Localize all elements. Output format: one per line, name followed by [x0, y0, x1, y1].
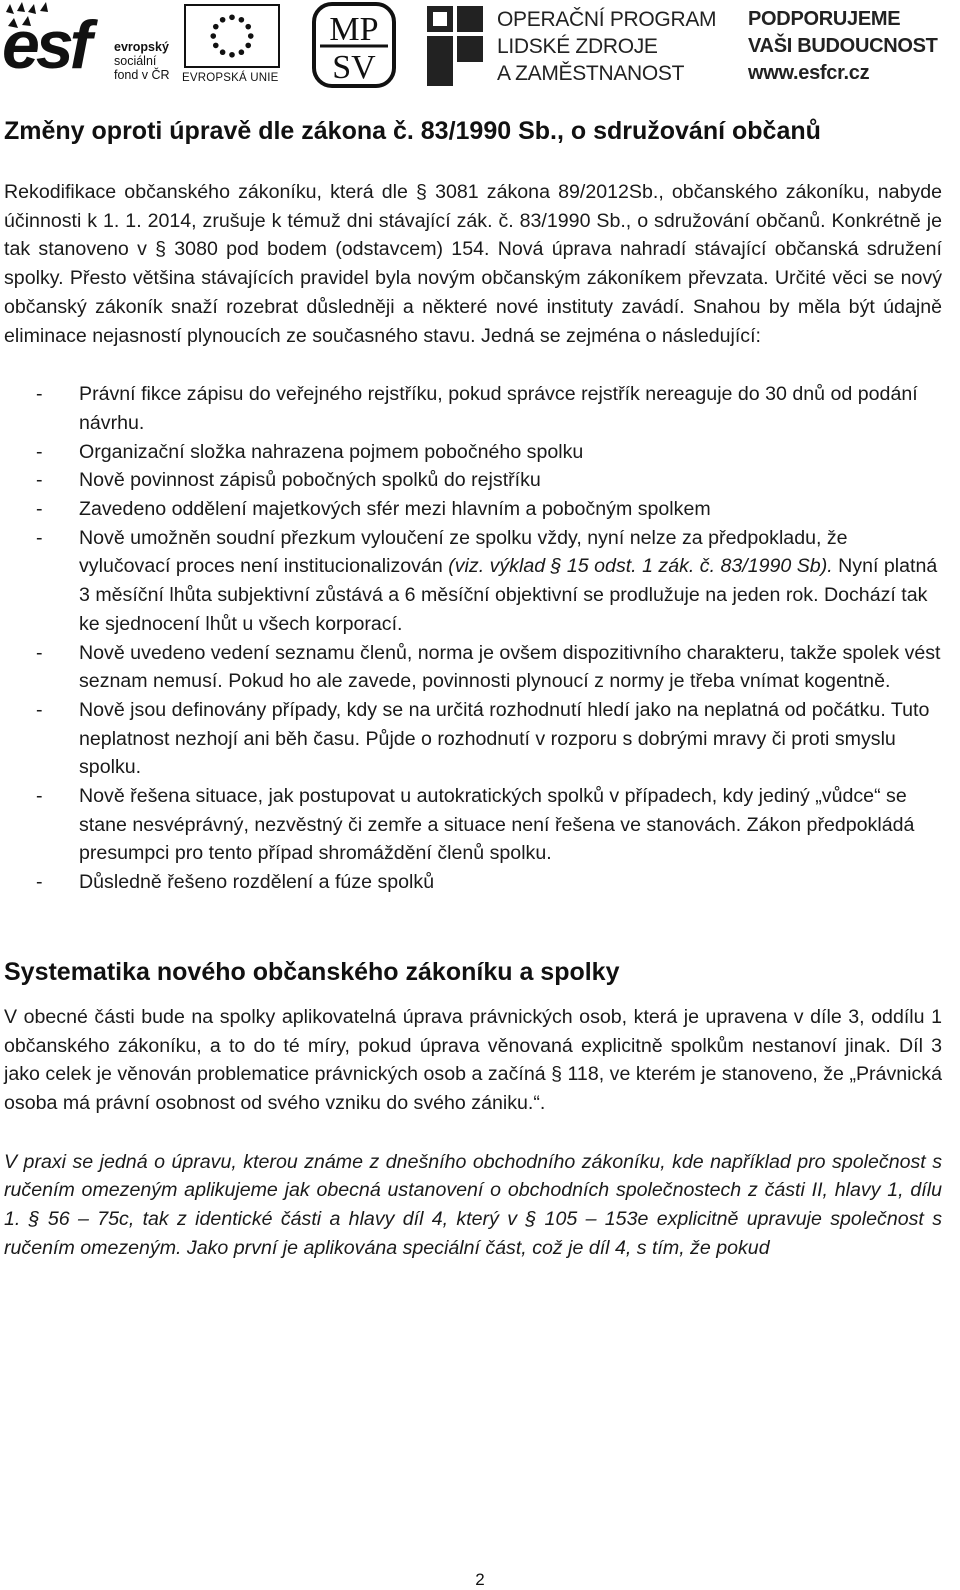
esf-letters: esf	[2, 7, 89, 83]
logo-header	[0, 0, 960, 92]
section-title: Systematika nového občanského zákoníku a spolky	[4, 957, 620, 986]
op-line: A ZAMĚSTNANOST	[497, 62, 685, 85]
esf-caption-line: sociální	[114, 54, 157, 68]
intro-paragraph: Rekodifikace občanského zákoníku, která dle § 3081 zákona 89/2012Sb., občanského zákoníku, nabyde účinnosti k 1. 1. 2014, zrušuje k témuž dni stávající zák. č. 83/1990 Sb., o sdružování občanů. Konkrétně je tak stanoveno v § 3080 pod bodem (odstavcem) 154. Nová úprava nahradí stávající občanská sdružení spolky. Přesto většina stávajících pravidel byla novým občanským zákoníkem převzata. Určité věci se nový občanský zákoník snaží rozebrat důsledněji a některé nové instituty zavádí. Snahou by měla být údajně eliminace nejasností plynoucích ze současného stavu. Jedná se zejména o následující:	[4, 181, 942, 347]
op-caption	[497, 6, 716, 87]
op-logo	[425, 0, 730, 90]
mpsv-top-text: MP	[329, 11, 379, 48]
op-line: OPERAČNÍ PROGRAM	[497, 8, 717, 31]
eu-label: EVROPSKÁ UNIE	[182, 72, 279, 84]
esf-caption-line: fond v ČR	[114, 68, 170, 82]
list-item: - Nově uvedeno vedení seznamu členů, norma je ovšem dispozitivního charakteru, takže spolek vést seznam nemusí. Pokud ho ale zavede, povinnosti plynoucí z normy je třeba vnímat kogentně.	[4, 639, 942, 696]
list-item: - Zavedeno oddělení majetkových sfér mezi hlavním a pobočným spolkem	[4, 495, 942, 524]
list-item: - Důsledně řešeno rozdělení a fúze spolků	[4, 868, 942, 897]
op-line: LIDSKÉ ZDROJE	[497, 35, 658, 58]
eu-stars-flag-icon	[184, 4, 280, 68]
esf-caption	[114, 40, 170, 82]
list-item: - Nově povinnost zápisů pobočných spolků do rejstříku	[4, 466, 942, 495]
section-title: Změny oproti úpravě dle zákona č. 83/1990 Sb., o sdružování občanů	[4, 117, 821, 145]
esf-logo	[2, 0, 180, 90]
list-item: - Nově jsou definovány případy, kdy se na určitá rozhodnutí hledí jako na neplatná od počátku. Tuto neplatnost nezhojí ani běh času. Půjde o rozhodnutí v rozporu s dobrými mravy či proti smyslu spolku.	[4, 696, 942, 782]
podporujeme-line: PODPORUJEME	[748, 8, 901, 30]
mpsv-bottom-text: SV	[332, 49, 376, 86]
eu-logo	[182, 0, 286, 90]
podporujeme-line: VAŠI BUDOUCNOST	[748, 35, 938, 57]
document-body	[4, 112, 942, 1263]
op-figure-icon	[425, 2, 487, 88]
changes-list	[4, 380, 942, 897]
mpsv-logo	[312, 0, 396, 90]
list-item: - Organizační složka nahrazena pojmem pobočného spolku	[4, 438, 942, 467]
body-paragraph: V obecné části bude na spolky aplikovatelná úprava právnických osob, která je upravena v díle 3, oddílu 1 občanského zákoníku, a to do té míry, pokud úprava věnovaná explicitně spolkům nestanoví jinak. Díl 3 jako celek je věnován problematice právnických osob a začíná § 118, ve kterém je stanoveno, že „Právnická osoba má právní osobnost od svého vzniku do svého zániku.“.	[4, 1005, 942, 1114]
podporujeme-caption	[748, 6, 938, 87]
list-item	[4, 524, 942, 639]
page-number: 2	[475, 1570, 485, 1589]
list-item-text: Nově umožněn soudní přezkum vyloučení ze spolku vždy, nyní nelze za předpokladu, že vylučovací proces není institucionalizován	[79, 526, 848, 578]
podporujeme-url: www.esfcr.cz	[748, 62, 870, 84]
esf-caption-line: evropský	[114, 40, 169, 54]
podporujeme-logo	[745, 0, 950, 90]
mpsv-emblem-icon	[312, 2, 396, 88]
list-item: - Právní fikce zápisu do veřejného rejstříku, pokud správce rejstřík nereaguje do 30 dnů od podání návrhu.	[4, 380, 942, 437]
list-item: - Nově řešena situace, jak postupovat u autokratických spolků v případech, kdy jediný „vůdce“ se stane nesvéprávný, nezvěstný či zemře a situace není řešena ve stanovách. Zákon předpokládá presumpci pro tento případ shromáždění členů spolku.	[4, 782, 942, 868]
list-item-text-tail: Nyní platná 3 měsíční lhůta subjektivní zůstává a 6 měsíční objektivní se prodlužuje na jeden rok. Dochází tak ke sjednocení lhůt u všech korporací.	[79, 555, 938, 635]
body-paragraph-italic: V praxi se jedná o úpravu, kterou známe z dnešního obchodního zákoníku, kde například pro společnost s ručením omezeným aplikujeme jak obecná ustanovení o obchodních společnostech z části II, hlavy 1, dílu 1. § 56 – 75c, tak z identické části a hlavy díl 4, který v § 105 – 153e explicitně upravuje společnost s ručením omezeným. Jako první je aplikována speciální část, což je díl 4, s tím, že pokud	[4, 1150, 942, 1259]
list-item-italic-citation: (viz. výklad § 15 odst. 1 zák. č. 83/1990 Sb).	[442, 555, 833, 578]
